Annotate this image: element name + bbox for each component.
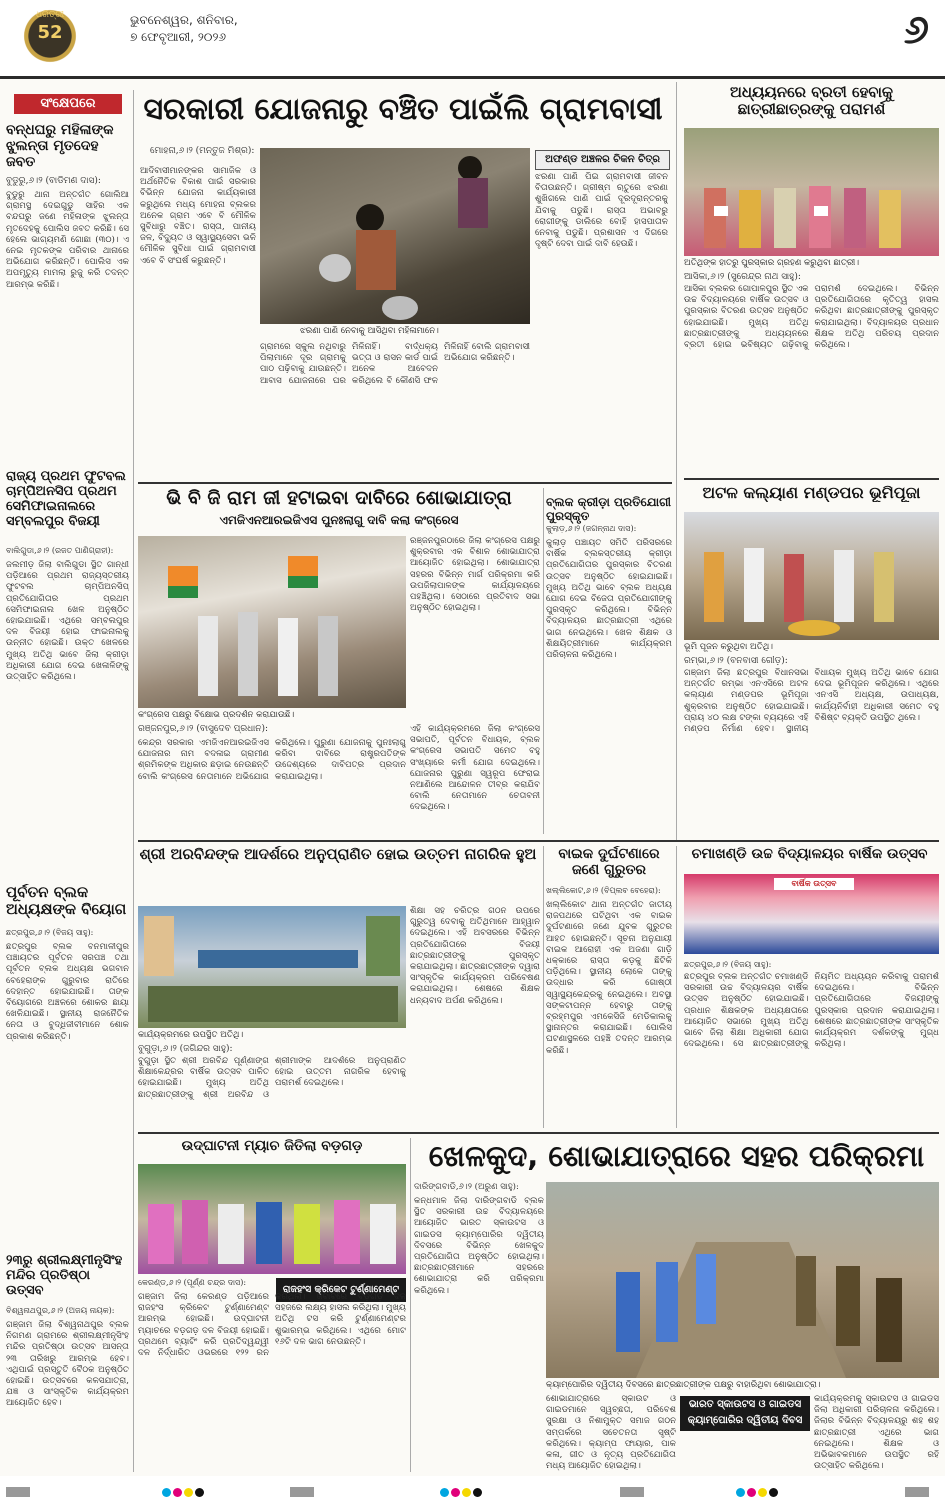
chamakhandi-byline: ଛତ୍ରପୁର,୬।୨ (ବିଜୟ ସାହୁ): (684, 960, 772, 969)
brief-1-body: ବୁଡୁରୁ ଥାନା ଅନ୍ତର୍ଗତ ଗୋଲିଆ ଗ୍ରାମସ୍ଥ ଦେଇଗୁଡୁ ସାହିର ଏକ ବନ୍ଦଘରୁ ଜଣେ ମହିଳାଙ୍କ ଝୁଲନ୍ତା ମୃତଦେହକୁ ପୋଲିସ ଜବତ କରିଛି। ସେ ହେଲେ ଭାଗ୍ୟମଣି ଗୋଛା (୩୦)। ଏ ନେଇ ମୃତକଙ୍କ ପରିବାର ଥାନାରେ ଅଭିଯୋଗ କରିଛନ୍ତି। ପୋଲିସ ଏକ ଅପମୃତ୍ୟୁ ମାମଲା ରୁଜୁ କରି ତଦନ୍ତ ଆରମ୍ଭ କରିଛି। (6, 190, 129, 290)
right1-body: ଆସିକା ବ୍ଲକର ଗୋପାଳପୁର ସ୍ଥିତ ଏକ ଉଚ୍ଚ ବିଦ୍ୟାଳୟରେ ବାର୍ଷିକ ଉତ୍ସବ ଓ ପୁରସ୍କାର ବିତରଣ ଉତ୍ସବ ଅନୁଷ୍ଠିତ ହୋଇଯାଇଛି। ମୁଖ୍ୟ ଅତିଥି ଛାତ୍ରଛାତ୍ରୀଙ୍କୁ ଅଧ୍ୟୟନରେ ବ୍ରତୀ ହୋଇ ଭବିଷ୍ୟତ ଗଢ଼ିବାକୁ ପରାମର୍ଶ ଦେଇଥିଲେ। ବିଭିନ୍ନ ପ୍ରତିଯୋଗିତାରେ କୃତିତ୍ୱ ହାସଲ କରିଥିବା ଛାତ୍ରଛାତ୍ରୀଙ୍କୁ ପୁରସ୍କୃତ କରାଯାଇଥିଲା। ବିଦ୍ୟାଳୟର ପ୍ରଧାନ ଶିକ୍ଷକ ଅତିଥି ପରିଚୟ ପ୍ରଦାନ କରିଥିଲେ। (684, 284, 939, 351)
print-footer (0, 1476, 945, 1498)
center-right-divider (676, 82, 677, 842)
right1-photo-art (684, 128, 939, 256)
accident-divider (676, 846, 677, 1128)
lead-headline: ସରକାରୀ ଯୋଜନାରୁ ବଞ୍ଚିତ ପାଇଁଲି ଗ୍ରାମବାସୀ (143, 92, 663, 127)
atal-headline: ଅଟଳ କଲ୍ୟାଣ ମଣ୍ଡପର ଭୂମିପୂଜା (702, 484, 921, 502)
atal-body: ଗଞ୍ଜାମ ଜିଲା ଛତ୍ରପୁର ବିଧାନସଭା ଅନ୍ତର୍ଗତ ରମ୍ଭା ଏନଏସିରେ ଅଟଳ କଲ୍ୟାଣ ମଣ୍ଡପର ଭୂମିପୂଜା ଶୁକ୍ରବାର ଅନୁଷ୍ଠିତ ହୋଇଯାଇଛି। ପ୍ରାୟ ୪୦ ଲକ୍ଷ ଟଙ୍କା ବ୍ୟୟରେ ଏହି ମଣ୍ଡପ ନିର୍ମାଣ ହେବ। ସ୍ଥାନୀୟ ବିଧାୟକ ମୁଖ୍ୟ ଅତିଥି ଭାବେ ଯୋଗ ଦେଇ ଭୂମିପୂଜନ କରିଥିଲେ। ଏଥିରେ ଏନଏସି ଅଧ୍ୟକ୍ଷ, ଉପାଧ୍ୟକ୍ଷ, କାର୍ଯ୍ୟନିର୍ବାହୀ ଅଧିକାରୀ ସମେତ ବହୁ ବିଶିଷ୍ଟ ବ୍ୟକ୍ତି ଉପସ୍ଥିତ ଥିଲେ। (684, 668, 939, 735)
parade-body-1: କନ୍ଧମାଳ ଜିଲା ଦାରିଙ୍ଗବାଡି ବ୍ଲକ ସ୍ଥିତ ସରକାରୀ ଉଚ୍ଚ ବିଦ୍ୟାଳୟରେ ଆୟୋଜିତ ଭାରତ ସ୍କାଉଟସ ଓ ଗାଇଡସ କ୍ୟାମ୍ପୋରିର ଦ୍ୱିତୀୟ ଦିବସରେ ବିଭିନ୍ନ ଖେଳକୁଦ ପ୍ରତିଯୋଗିତା ଅନୁଷ୍ଠିତ ହୋଇଥିଲା। ଛାତ୍ରଛାତ୍ରୀମାନେ ସହରରେ ଶୋଭାଯାତ୍ରା କରି ପରିକ୍ରମା କରିଥିଲେ। (414, 1196, 544, 1296)
lead-photo (260, 148, 530, 324)
aurobindo-headline: ଶ୍ରୀ ଅରବିନ୍ଦଙ୍କ ଆଦର୍ଶରେ ଅନୁପ୍ରାଣିତ ହୋଇ ଉତ୍ତମ ନାଗରିକ ହୁଅ (139, 846, 537, 863)
sidebar-divider (133, 90, 134, 1472)
parade-byline: ଦାରିଙ୍ଗବାଡି,୬।୨ (ଅରୁଣ ସାହୁ): (414, 1182, 519, 1192)
aurobindo-divider (543, 846, 544, 1128)
page-number: ୬ (903, 6, 929, 53)
parade-body-2: ଶୋଭାଯାତ୍ରାରେ ସ୍କାଉଟ ଓ ଗାଇଡମାନେ ସ୍ୱଚ୍ଛତା, ପରିବେଶ ସୁରକ୍ଷା ଓ ନିଶାମୁକ୍ତ ସମାଜ ଗଠନ ସମ୍ପର୍କରେ ସଚେତନତା ସୃଷ୍ଟି କରିଥିଲେ। କ୍ୟାମ୍ପ ଫାୟାର, ପାକ କଳା, ଗୀତ ଓ ନୃତ୍ୟ ପ୍ରତିଯୋଗିତା ମଧ୍ୟ ଆୟୋଜିତ ହୋଇଥିଲା। (546, 1394, 676, 1472)
brief-2-title: ରାଜ୍ୟ ପ୍ରଥମ ଫୁଟବଲ ଚାମ୍ପିଅନସିପ ପ୍ରଥମ ସେମିଫାଇନାଲରେ ସମ୍ବଲପୁର ବିଜୟୀ (6, 470, 126, 529)
reg-mark-mid2 (620, 1482, 644, 1498)
reg-mark-right (905, 1482, 929, 1498)
reg-mark-mid (290, 1482, 314, 1498)
sidebar (6, 94, 129, 1472)
sports-headline: ବ୍ଲକ କ୍ରୀଡ଼ା ପ୍ରତିଯୋଗୀ ପୁରସ୍କୃତ (546, 496, 671, 523)
aurobindo-byline: ବୁଗୁଡ଼ା,୬।୨ (ଜଗିନ୍ଦର ସାହୁ): (138, 1044, 233, 1054)
logo-word: ଧରିତ୍ରୀ (35, 10, 65, 20)
brief-1-title: ବନ୍ଧଘରୁ ମହିଳାଙ୍କ ଝୁଲନ୍ତା ମୃତଦେହ ଜବତ (6, 122, 114, 171)
vbg-photo-art (138, 536, 406, 708)
cricket-byline: କେରଣ୍ଡ,୬।୨ (ପୂର୍ଣ୍ଣ ଚନ୍ଦ୍ର ଦାସ): (138, 1278, 247, 1287)
color-dots-3 (736, 1482, 780, 1498)
chamakhandi-photo (684, 874, 939, 954)
accident-body: ଖଲ୍ଲିକୋଟ ଥାନା ଅନ୍ତର୍ଗତ ଜାତୀୟ ରାଜପଥରେ ଘଟିଥିବା ଏକ ବାଇକ ଦୁର୍ଘଟଣାରେ ଜଣେ ଯୁବକ ଗୁରୁତର ଆହତ ହୋଇଛନ୍ତି। ସୂଚନା ଅନୁଯାୟୀ ବାଇକ ଆରୋହୀ ଏକ ଅଜଣା ଗାଡ଼ି ଧକ୍କାରେ ରାସ୍ତା କଡ଼କୁ ଛିଟିକି ପଡ଼ିଥିଲେ। ସ୍ଥାନୀୟ ଲୋକେ ତାଙ୍କୁ ଉଦ୍ଧାର କରି ଗୋଷ୍ଠୀ ସ୍ୱାସ୍ଥ୍ୟକେନ୍ଦ୍ରକୁ ନେଇଥିଲେ। ଅବସ୍ଥା ସଙ୍କଟାପନ୍ନ ହେବାରୁ ତାଙ୍କୁ ବ୍ରହ୍ମପୁର ଏମକେସିଜି ମେଡିକାଲକୁ ସ୍ଥାନାନ୍ତର କରାଯାଇଛି। ପୋଲିସ ଘଟଣାସ୍ଥଳରେ ପହଞ୍ଚି ତଦନ୍ତ ଆରମ୍ଭ କରିଛି। (546, 900, 672, 1056)
dateline: ଭୁବନେଶ୍ୱର, ଶନିବାର, ୭ ଫେବୃଆରୀ, ୨୦୨୬ (130, 13, 238, 44)
brief-3-title: ପୂର୍ବତନ ବ୍ଲକ ଅଧ୍ୟକ୍ଷଙ୍କ ବିୟୋଗ (6, 884, 127, 919)
cricket-headline: ଉଦ୍‌ଘାଟନୀ ମ୍ୟାଚ ଜିତିଲା ବଡ଼ଗଡ଼ (181, 1138, 363, 1154)
vbg-divider (543, 488, 544, 834)
vbg-body-3: ଏହି କାର୍ଯ୍ୟକ୍ରମରେ ଜିଲା କଂଗ୍ରେସ ସଭାପତି, ପୂର୍ବତନ ବିଧାୟକ, ବ୍ଲକ କଂଗ୍ରେସ ସଭାପତି ସମେତ ବହୁ ସଂଖ୍ୟାରେ କର୍ମୀ ଯୋଗ ଦେଇଥିଲେ। ଯୋଜନାର ପୁରୁଣା ସ୍ୱରୂପ ଫେରାଇ ନଆଣିଲେ ଆନ୍ଦୋଳନ ତୀବ୍ର କରାଯିବ ବୋଲି ନେତାମାନେ ଚେତାବନୀ ଦେଇଥିଲେ। (410, 724, 540, 813)
right1-photo (684, 128, 939, 256)
sports-body: କୁଲାଡ଼ ପଞ୍ଚାୟତ ସମିତି ପରିସରରେ ବାର୍ଷିକ ବ୍ଲକସ୍ତରୀୟ କ୍ରୀଡ଼ା ପ୍ରତିଯୋଗିତାର ପୁରସ୍କାର ବିତରଣ ଉତ୍ସବ ଅନୁଷ୍ଠିତ ହୋଇଯାଇଛି। ମୁଖ୍ୟ ଅତିଥି ଭାବେ ବ୍ଲକ ଅଧ୍ୟକ୍ଷ ଯୋଗ ଦେଇ ବିଜେତା ପ୍ରତିଯୋଗୀଙ୍କୁ ପୁରସ୍କୃତ କରିଥିଲେ। ବିଭିନ୍ନ ବିଦ୍ୟାଳୟର ଛାତ୍ରଛାତ୍ରୀ ଏଥିରେ ଭାଗ ନେଇଥିଲେ। ଖେଳ ଶିକ୍ଷକ ଓ ଶିକ୍ଷୟିତ୍ରୀମାନେ କାର୍ଯ୍ୟକ୍ରମ ପରିଚାଳନା କରିଥିଲେ। (546, 538, 672, 661)
right1-byline: ଆସିକା,୬।୨ (ସୁରେନ୍ଦ୍ର ନାଥ ସାହୁ): (684, 272, 801, 282)
brief-2-body: ଜଲମୀଡ଼ ଜିଲା ବାଲିଗୁଡା ସ୍ଥିତ ଗାନ୍ଧୀ ପଡ଼ିଆରେ ପ୍ରଥମ ରାଜ୍ୟସ୍ତରୀୟ ଫୁଟବଲ ଚାମ୍ପିଅନସିପ୍ ପ୍ରତିଯୋଗିତାର ପ୍ରଥମ ସେମିଫାଇନାଲ ଖେଳ ଅନୁଷ୍ଠିତ ହୋଇଯାଇଛି। ଏଥିରେ ସମ୍ବଲପୁର ଦଳ ବିଜୟୀ ହୋଇ ଫାଇନାଲକୁ ଉନ୍ନୀତ ହୋଇଛି। ଉକ୍ତ ଖେଳରେ ମୁଖ୍ୟ ଅତିଥି ଭାବେ ଜିଲା କ୍ରୀଡ଼ା ଅଧିକାରୀ ଯୋଗ ଦେଇ ଖେଳାଳିଙ୍କୁ ଉତ୍ସାହିତ କରିଥିଲେ। (6, 560, 129, 683)
masthead-rule (0, 76, 945, 79)
parade-caption: କ୍ୟାମ୍ପୋରିର ଦ୍ୱିତୀୟ ଦିବସରେ ଛାତ୍ରଛାତ୍ରୀଙ୍କ ପକ୍ଷରୁ ବାହାରିଥିବା ଶୋଭାଯାତ୍ରା। (546, 1380, 821, 1390)
reg-mark-left (6, 1482, 30, 1498)
vbg-body-1: ରଞ୍ଜନପୁରଠାରେ ଜିଲା କଂଗ୍ରେସ ପକ୍ଷରୁ ଶୁକ୍ରବାର ଏକ ବିଶାଳ ଶୋଭାଯାତ୍ରା ଆୟୋଜିତ ହୋଇଥିଲା। ଶୋଭାଯାତ୍ରା ସହରର ବିଭିନ୍ନ ମାର୍ଗ ପରିକ୍ରମା କରି ଉପଜିଲାପାଳଙ୍କ କାର୍ଯ୍ୟାଳୟରେ ପହଞ୍ଚିଥିଲା। ସେଠାରେ ପ୍ରତିବାଦ ସଭା ଅନୁଷ୍ଠିତ ହୋଇଥିଲା। (410, 536, 540, 614)
color-dots-2 (440, 1482, 484, 1498)
aurobindo-photo (138, 906, 406, 1028)
aurobindo-caption: କାର୍ଯ୍ୟକ୍ରମରେ ଉପସ୍ଥିତ ଅତିଥି। (138, 1030, 244, 1040)
masthead (0, 0, 945, 76)
rule-under-lead (138, 482, 672, 484)
brief-1-byline: ବୁଡୁରୁ,୬।୨ (ବାଡିମଣ ଦାସ): (6, 176, 101, 186)
chamakhandi-body: ଛତ୍ରପୁର ବ୍ଲକ ଅନ୍ତର୍ଗତ ଚମାଖଣ୍ଡି ସରକାରୀ ଉଚ୍ଚ ବିଦ୍ୟାଳୟର ବାର୍ଷିକ ଉତ୍ସବ ଅନୁଷ୍ଠିତ ହୋଇଯାଇଛି। ପ୍ରଧାନ ଶିକ୍ଷକଙ୍କ ଅଧ୍ୟକ୍ଷତାରେ ଆୟୋଜିତ ସଭାରେ ମୁଖ୍ୟ ଅତିଥି ଭାବେ ଜିଲା ଶିକ୍ଷା ଅଧିକାରୀ ଯୋଗ ଦେଇଥିଲେ। ସେ ଛାତ୍ରଛାତ୍ରୀଙ୍କୁ ନିୟମିତ ଅଧ୍ୟୟନ କରିବାକୁ ପରାମର୍ଶ ଦେଇଥିଲେ। ବିଭିନ୍ନ ପ୍ରତିଯୋଗିତାରେ ବିଜୟୀଙ୍କୁ ପୁରସ୍କାର ପ୍ରଦାନ କରାଯାଇଥିଲା। ଶେଷରେ ଛାତ୍ରଛାତ୍ରୀଙ୍କ ସାଂସ୍କୃତିକ କାର୍ଯ୍ୟକ୍ରମ ଦର୍ଶକଙ୍କୁ ମୁଗ୍ଧ କରିଥିଲା। (684, 972, 939, 1050)
rule-middle (138, 840, 939, 842)
brief-3-body: ଛତ୍ରପୁର ବ୍ଲକ ବନମାଳୀପୁର ପଞ୍ଚାୟତର ପୂର୍ବତନ ସରପଞ୍ଚ ତଥା ପୂର୍ବତନ ବ୍ଲକ ଅଧ୍ୟକ୍ଷ ଭଗବାନ ବେହେରାଙ୍କ ଗୁରୁବାର ରାତିରେ ଦେହାନ୍ତ ହୋଇଯାଇଛି। ତାଙ୍କ ବିୟୋଗରେ ଅଞ୍ଚଳରେ ଶୋକର ଛାୟା ଖେଳିଯାଇଛି। ସ୍ଥାନୀୟ ରାଜନୈତିକ ନେତା ଓ ବୁଦ୍ଧିଜୀବୀମାନେ ଶୋକ ପ୍ରକାଶ କରିଛନ୍ତି। (6, 942, 129, 1042)
atal-caption: ଭୂମି ପୂଜନ କରୁଥିବା ଅତିଥି। (684, 642, 774, 652)
parade-box: ଭାରତ ସ୍କାଉଟସ ଓ ଗାଇଡସ କ୍ୟାମ୍ପୋରିର ଦ୍ୱିତୀୟ ଦିବସ (680, 1396, 810, 1431)
cricket-body: ଗଞ୍ଜାମ ଜିଲା କେରଣ୍ଡ ପଡ଼ିଆରେ ରାଜହଂସ କ୍ରିକେଟ ଟୁର୍ଣ୍ଣାମେଣ୍ଟ ଆରମ୍ଭ ହୋଇଛି। ଉଦ୍‌ଘାଟନୀ ମ୍ୟାଚରେ ବଡ଼ଗଡ଼ ଦଳ ବିଜୟୀ ହୋଇଛି। ପ୍ରଥମେ ବ୍ୟାଟିଂ କରି ପ୍ରତିଦ୍ୱନ୍ଦ୍ୱୀ ଦଳ ନିର୍ଦ୍ଧାରିତ ଓଭରରେ ୧୨୨ ରନ କରିଥିଲା। ଜବାବରେ ବଡ଼ଗଡ଼ ଦଳ ସହଜରେ ଲକ୍ଷ୍ୟ ହାସଲ କରିଥିଲା। ମୁଖ୍ୟ ଅତିଥି ଟସ କରି ଟୁର୍ଣ୍ଣାମେଣ୍ଟର ଶୁଭାରମ୍ଭ କରିଥିଲେ। ଏଥିରେ ମୋଟ ୧୬ଟି ଦଳ ଭାଗ ନେଉଛନ୍ତି। (138, 1292, 406, 1359)
aurobindo-photo-art (138, 906, 406, 1028)
cricket-photo (138, 1164, 406, 1274)
atal-byline: ରମ୍ଭା,୬।୨ (ବନବାସୀ ଗୌଡ଼): (684, 656, 788, 666)
accident-headline: ବାଇକ ଦୁର୍ଘଟଣାରେ ଜଣେ ଗୁରୁତର (558, 846, 660, 879)
vbg-subhead: ଏମଜିଏନଆରଇଜିଏସ ପୁନଃଲାଗୁ ଦାବି କଲା କଂଗ୍ରେସ (219, 514, 459, 527)
briefs-badge: ସଂକ୍ଷେପରେ (14, 94, 122, 114)
cricket-photo-art (138, 1164, 406, 1274)
vbg-headline: ଭି ବି ଜି ରାମ ଜୀ ହଟାଇବା ଦାବିରେ ଶୋଭାଯାତ୍ରା (166, 488, 512, 509)
vbg-caption: କଂଗ୍ରେସ ପକ୍ଷରୁ ବିକ୍ଷୋଭ ପ୍ରଦର୍ଶନ କରାଯାଉଛି। (138, 710, 295, 720)
rule-lower (138, 1132, 939, 1134)
atal-photo (684, 512, 939, 640)
lead-body-2: ଝରଣା ପାଣି ପିଇ ଗ୍ରାମବାସୀ ଜୀବନ ବିତାଉଛନ୍ତି। ଗ୍ରୀଷ୍ମ ଋତୁରେ ଝରଣା ଶୁଖିଗଲେ ପାଣି ପାଇଁ ଦୂରଦୂରାନ୍ତରକୁ ଯିବାକୁ ପଡୁଛି। ରାସ୍ତା ଅଭାବରୁ ରୋଗୀଙ୍କୁ ଡାଲିରେ ବୋହି ହାସପାତାଳ ନେବାକୁ ପଡୁଛି। ପ୍ରଶାସନ ଏ ଦିଗରେ ଦୃଷ୍ଟି ଦେବା ପାଇଁ ଦାବି ହେଉଛି। (535, 172, 668, 250)
vbg-body-2: କେନ୍ଦ୍ର ସରକାର ଏମଜିଏନଆରଇଜିଏସ ଯୋଜନାର ନାମ ବଦଳାଇ ଗ୍ରାମୀଣ ଶ୍ରମିକଙ୍କ ଅଧିକାର ଛଡ଼ାଇ ନେଉଛନ୍ତି ବୋଲି କଂଗ୍ରେସ ନେତାମାନେ ଅଭିଯୋଗ କରିଥିଲେ। ପୁରୁଣା ଯୋଜନାକୁ ପୁନଃଲାଗୁ କରିବା ଦାବିରେ ରାଷ୍ଟ୍ରପତିଙ୍କ ଉଦ୍ଦେଶ୍ୟରେ ଦାବିପତ୍ର ପ୍ରଦାନ କରାଯାଇଥିଲା। (138, 738, 406, 782)
lead-kicker-text: ଅଫଣ୍ଡ ଅଞ୍ଚଳର ଚିକନ ଚିତ୍ର (545, 154, 660, 165)
chamakhandi-headline: ଚମାଖଣ୍ଡି ଉଚ୍ଚ ବିଦ୍ୟାଳୟର ବାର୍ଷିକ ଉତ୍ସବ (691, 846, 928, 862)
brief-2-byline: ବାଲିଗୁଡା,୬।୨ (ରଜତ ପାଣିଗ୍ରାହୀ): (6, 546, 114, 555)
cricket-divider (410, 1138, 411, 1472)
right1-headline: ଅଧ୍ୟୟନରେ ବ୍ରତୀ ହେବାକୁ ଛାତ୍ରୀଛାତ୍ରଙ୍କୁ ପରାମର୍ଶ (730, 84, 893, 119)
vbg-photo (138, 536, 406, 708)
brief-3-byline: ଛତ୍ରପୁର,୬।୨ (ବିଜୟ ସାହୁ): (6, 928, 94, 937)
logo-years: 52 (37, 22, 63, 43)
lead-photo-caption: ଝରଣା ପାଣି ନେବାକୁ ଆସିଥିବା ମହିଳାମାନେ। (300, 326, 439, 336)
parade-body-3: କାର୍ଯ୍ୟକ୍ରମକୁ ସ୍କାଉଟସ ଓ ଗାଇଡସ ଜିଲା ଅଧିକାରୀ ପରିଚାଳନା କରିଥିଲେ। ଜିଲାର ବିଭିନ୍ନ ବିଦ୍ୟାଳୟରୁ ଶହ ଶହ ଛାତ୍ରଛାତ୍ରୀ ଏଥିରେ ଭାଗ ନେଇଥିଲେ। ଶିକ୍ଷକ ଓ ଅଭିଭାବକମାନେ ଉପସ୍ଥିତ ରହି ଉତ୍ସାହିତ କରିଥିଲେ। (814, 1394, 939, 1472)
lead-photo-art (260, 148, 530, 324)
vbg-byline: ରଞ୍ଜନପୁର,୬।୨ (ବାସୁଦେବ ପ୍ରଧାନ): (138, 724, 269, 734)
chamakhandi-banner: ବାର୍ଷିକ ଉତ୍ସବ (774, 878, 854, 890)
right1-caption: ଅତିଥିଙ୍କ ହାତରୁ ପୁରସ୍କାର ଗ୍ରହଣ କରୁଥିବା ଛାତ୍ରୀ। (684, 258, 860, 268)
lead-body-1: ଆଦିବାସୀମାନଙ୍କର ସାମାଜିକ ଓ ଅର୍ଥନୈତିକ ବିକାଶ ପାଇଁ ସରକାର ବିଭିନ୍ନ ଯୋଜନା କାର୍ଯ୍ୟକାରୀ କରୁଥିଲେ ମଧ୍ୟ ମୋହନା ବ୍ଲକର ଅନେକ ଗ୍ରାମ ଏବେ ବି ମୌଳିକ ସୁବିଧାରୁ ବଞ୍ଚିତ। ରାସ୍ତା, ପାନୀୟ ଜଳ, ବିଦ୍ୟୁତ ଓ ସ୍ୱାସ୍ଥ୍ୟସେବା ଭଳି ମୌଳିକ ସୁବିଧା ପାଇଁ ଗ୍ରାମବାସୀ ଏବେ ବି ସଂଘର୍ଷ କରୁଛନ୍ତି। (140, 166, 256, 266)
parade-photo (546, 1182, 939, 1378)
color-dots-1 (162, 1482, 206, 1498)
brief-4-body: ଗଞ୍ଜାମ ଜିଲା ବିଶ୍ୱନାଥପୁର ବ୍ଲକ ନିଗମଣ ଗ୍ରାମରେ ଶ୍ରୀଲକ୍ଷ୍ମୀନୃସିଂହ ମନ୍ଦିର ପ୍ରତିଷ୍ଠା ଉତ୍ସବ ଆସନ୍ତା ୨୩ ତାରିଖରୁ ଆରମ୍ଭ ହେବ। ଏଥିପାଇଁ ପ୍ରସ୍ତୁତି ବୈଠକ ଅନୁଷ୍ଠିତ ହୋଇଛି। ଉତ୍ସବରେ କଳସଯାତ୍ରା, ଯଜ୍ଞ ଓ ସାଂସ୍କୃତିକ କାର୍ଯ୍ୟକ୍ରମ ଆୟୋଜିତ ହେବ। (6, 1320, 129, 1409)
atal-photo-art (684, 512, 939, 640)
brief-4-title: ୨୩ରୁ ଶ୍ରୀଲକ୍ଷ୍ମୀନୃସିଂହ ମନ୍ଦିର ପ୍ରତିଷ୍ଠା ଉତ୍ସବ (6, 1254, 123, 1298)
parade-headline: ଖେଳକୁଦ, ଶୋଭାଯାତ୍ରାରେ ସହର ପରିକ୍ରମା (428, 1139, 925, 1173)
lead-body-3: ଗ୍ରାମରେ ସ୍କୁଲ ନଥିବାରୁ ପିଲାମାନେ ଦୂର ଗ୍ରାମକୁ ପାଠ ପଢ଼ିବାକୁ ଯାଉଛନ୍ତି। ଆବାସ ଯୋଜନାରେ ଘର ମିଳିନାହିଁ। ବାର୍ଦ୍ଧକ୍ୟ ଭତ୍ତା ଓ ରାସନ କାର୍ଡ ପାଇଁ ଅନେକ ଆବେଦନ କରିଥିଲେ ବି କୌଣସି ଫଳ ମିଳିନାହିଁ ବୋଲି ଗ୍ରାମବାସୀ ଅଭିଯୋଗ କରିଛନ୍ତି। (260, 342, 530, 386)
newspaper-logo (12, 4, 90, 68)
lead-byline: ମୋହନା,୬।୨ (ମନ୍ତୁଜ ମିଶ୍ର): (150, 146, 255, 156)
aurobindo-body-2: ଶିକ୍ଷା ସହ ଚରିତ୍ର ଗଠନ ଉପରେ ଗୁରୁତ୍ୱ ଦେବାକୁ ଅତିଥିମାନେ ଆହ୍ୱାନ ଦେଇଥିଲେ। ଏହି ଅବସରରେ ବିଭିନ୍ନ ପ୍ରତିଯୋଗିତାରେ ବିଜୟୀ ଛାତ୍ରଛାତ୍ରୀଙ୍କୁ ପୁରସ୍କୃତ କରାଯାଇଥିଲା। ଛାତ୍ରଛାତ୍ରୀଙ୍କ ଦ୍ୱାରା ସାଂସ୍କୃତିକ କାର୍ଯ୍ୟକ୍ରମ ପରିବେଷଣ କରାଯାଇଥିଲା। ଶେଷରେ ଶିକ୍ଷକ ଧନ୍ୟବାଦ ଅର୍ପଣ କରିଥିଲେ। (410, 906, 540, 1006)
parade-photo-art (546, 1182, 939, 1378)
brief-4-byline: ବିଶ୍ୱନାଥପୁର,୬।୨ (ଅଜୟ ନାୟକ): (6, 1306, 115, 1315)
sports-byline: କୁଲାଡ଼,୬।୨ (ଜଗନ୍ନାଥ ଦାସ): (546, 524, 637, 533)
accident-byline: ଖଲ୍ଲିକୋଟ,୬।୨ (ବିପ୍ଲବ ବେହେରା): (546, 886, 661, 895)
cricket-tag: ରାଜହଂସ କ୍ରିକେଟ ଟୁର୍ଣ୍ଣାମେଣ୍ଟ (276, 1278, 406, 1302)
aurobindo-body-1: ବୁଗୁଡ଼ା ସ୍ଥିତ ଶ୍ରୀ ଅରବିନ୍ଦ ପୂର୍ଣ୍ଣାଙ୍ଗ ଶିକ୍ଷାକେନ୍ଦ୍ରର ବାର୍ଷିକ ଉତ୍ସବ ପାଳିତ ହୋଇଯାଇଛି। ମୁଖ୍ୟ ଅତିଥି ଛାତ୍ରଛାତ୍ରୀଙ୍କୁ ଶ୍ରୀ ଅରବିନ୍ଦ ଓ ଶ୍ରୀମାଙ୍କ ଆଦର୍ଶରେ ଅନୁପ୍ରାଣିତ ହୋଇ ଉତ୍ତମ ନାଗରିକ ହେବାକୁ ପରାମର୍ଶ ଦେଇଥିଲେ। (138, 1056, 406, 1100)
rule-atal (684, 478, 939, 480)
lead-kicker (535, 150, 670, 170)
